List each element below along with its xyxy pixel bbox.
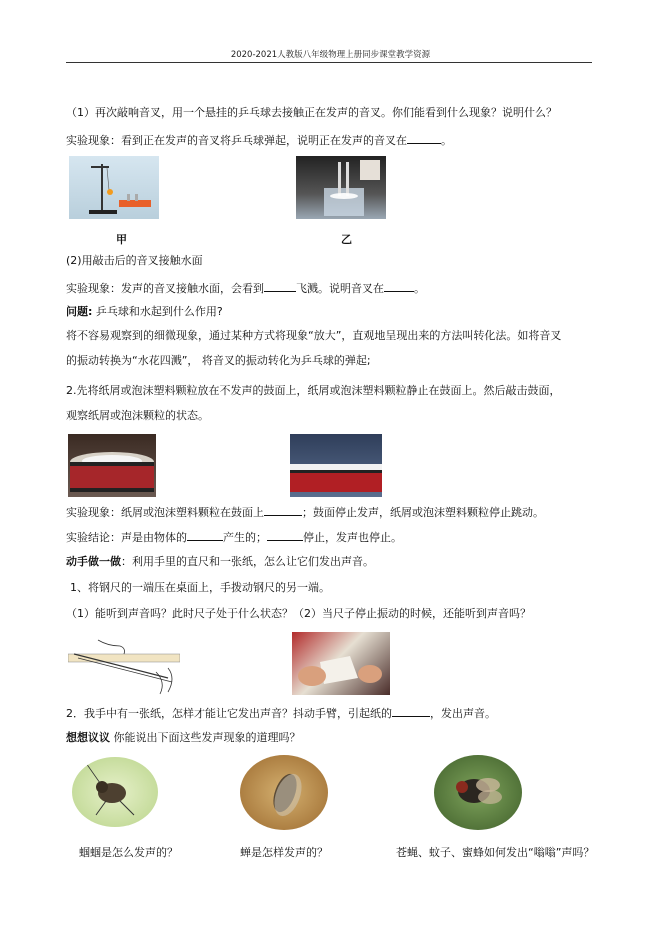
ruler-illustration (68, 632, 180, 697)
cicada-caption: 蝉是怎样发声的？ (240, 846, 328, 859)
katydid-photo (72, 757, 158, 827)
paper-step: 2．我手中有一张纸，怎样才能让它发出声音？抖动手臂，引起纸的 ，发出声音。 (66, 707, 496, 720)
blank (407, 133, 441, 144)
fly-photo (434, 755, 522, 830)
drum-conclusion: 实验结论：声是由物体的 产生的； 停止，发声也停止。 (66, 531, 402, 544)
header-rule (66, 62, 592, 63)
drum-photo-right (290, 434, 382, 497)
drum-observation: 实验现象：纸屑或泡沫塑料颗粒在鼓面上 ；鼓面停止发声，纸屑或泡沫塑料颗粒停止跳动。 (66, 506, 544, 519)
paper-illustration (292, 632, 390, 695)
hands-on-title: 动手做一做：利用手里的直尺和一张纸，怎么让它们发出声音。 (66, 555, 374, 568)
cicada-photo (240, 755, 328, 830)
drum-experiment-line2: 观察纸屑或泡沫颗粒的状态。 (66, 409, 209, 422)
conversion-method-line2: 的振动转换为“水花四溅”， 将音叉的振动转化为乒乓球的弹起; (66, 354, 371, 367)
blank (392, 706, 430, 717)
ruler-questions: （1）能听到声音吗？此时尺子处于什么状态？（2）当尺子停止振动的时候，还能听到声音吗？ (66, 607, 531, 620)
question-line: 问题: 乒乓球和水起到什么作用? (66, 305, 223, 318)
ruler-drawing (68, 632, 180, 697)
drum-side-illustration (290, 434, 382, 497)
tuning-fork-question: （1）再次敲响音叉，用一个悬挂的乒乓球去接触正在发声的音叉。你们能看到什么现象？说明什么？ (66, 106, 557, 119)
conversion-method-line1: 将不容易观察到的细微现象，通过某种方式将现象“放大”，直观地呈现出来的方法叫转化法。如将音叉 (66, 329, 562, 342)
fly-illustration (434, 755, 522, 830)
drum-experiment-line1: 2.先将纸屑或泡沫塑料颗粒放在不发声的鼓面上，纸屑或泡沫塑料颗粒静止在鼓面上。然后敲击鼓面， (66, 384, 561, 397)
drum-photo-left (68, 434, 156, 497)
blank (264, 505, 302, 516)
blank (267, 530, 303, 541)
stand-illustration (69, 156, 159, 219)
caption-yi: 乙 (341, 233, 352, 246)
tuning-fork-ball-photo (69, 156, 159, 219)
katydid-illustration (72, 757, 158, 827)
caption-jia: 甲 (116, 233, 127, 246)
water-illustration (296, 156, 386, 219)
paper-photo (292, 632, 390, 695)
insect-caption: 苍蝇、蚊子、蜜蜂如何发出“嗡嗡”声吗？ (396, 846, 595, 859)
cicada-illustration (240, 755, 328, 830)
page-header: 2020-2021人教版八年级物理上册同步课堂教学资源 (230, 50, 431, 60)
tuning-fork-observation: 实验现象：看到正在发声的音叉将乒乓球弹起，说明正在发声的音叉在 。 (66, 134, 452, 147)
blank (384, 281, 414, 292)
blank (264, 281, 296, 292)
water-experiment-title: (2)用敲击后的音叉接触水面 (66, 254, 203, 267)
blank (187, 530, 223, 541)
katydid-caption: 蝈蝈是怎么发声的？ (79, 846, 178, 859)
water-observation: 实验现象：发声的音叉接触水面，会看到 飞溅。说明音叉在 。 (66, 282, 425, 295)
tuning-fork-water-photo (296, 156, 386, 219)
think-discuss-title: 想想议议 你能说出下面这些发声现象的道理吗？ (66, 731, 301, 744)
drum-illustration (68, 434, 156, 497)
ruler-step: 1、将钢尺的一端压在桌面上，手拨动钢尺的另一端。 (70, 581, 330, 594)
